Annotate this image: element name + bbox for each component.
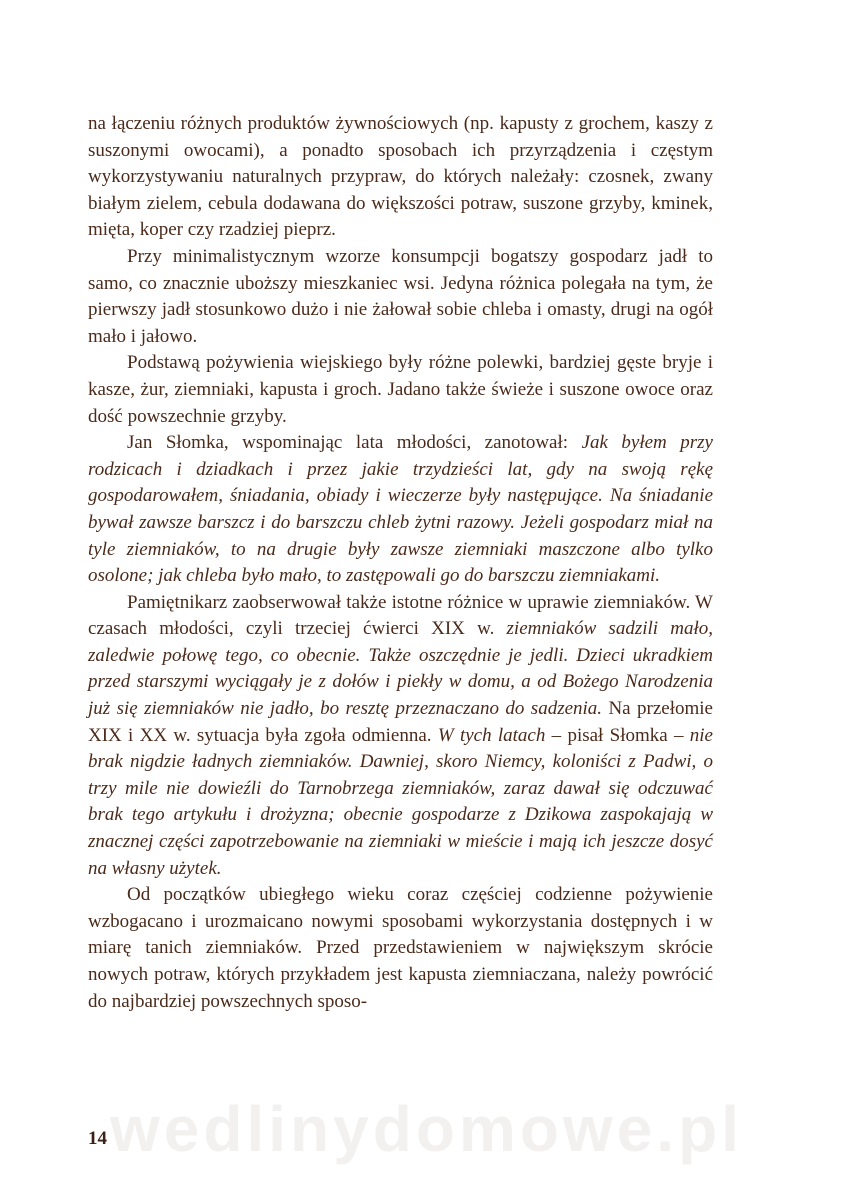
paragraph: [88, 111, 713, 244]
paragraph: [88, 882, 713, 1015]
text-segment: Pamiętnikarz zaobserwował także istotne różnice w uprawie ziemniaków. W czasach młodości, czyli trzeciej ćwierci XIX w.: [88, 591, 713, 640]
text-segment: Przy minimalistycznym wzorze konsumpcji bogatszy gospodarz jadł to samo, co znacznie uboższy mieszkaniec wsi. Jedyna różnica polegała na tym, że pierwszy jadł stosunkowo dużo i nie żałował sobie chleba i omasty, drugi na ogół mało i jałowo.: [88, 245, 713, 347]
quote-text: nie brak nigdzie ładnych ziemniaków. Dawniej, skoro Niemcy, koloniści z Padwi, o trzy mile nie dowieźli do Tarnobrzega ziemniaków, zaraz dawał się odczuwać brak tego artykułu i drożyzna; obecnie gospodarze z Dzikowa zaspokajają w znacznej części zapotrzebowanie na ziemniaki w mieście i mają ich jeszcze dosyć na własny użytek.: [88, 724, 713, 879]
text-segment: Jan Słomka, wspominając lata młodości, zanotował:: [127, 432, 582, 454]
watermark: wedlinydomowe.pl: [110, 1093, 743, 1165]
quote-text: W tych latach: [437, 724, 546, 746]
text-segment: Na przełomie XIX i XX w. sytuacja była zgoła odmienna.: [88, 698, 713, 746]
paragraph: [88, 430, 713, 590]
text-segment: Od początków ubiegłego wieku coraz częściej codzienne pożywienie wzbogacano i urozmaicano nowymi sposobami wykorzystania dostępnych i w miarę tanich ziemniaków. Przed przedstawieniem w największym skrócie nowych potraw, których przykładem jest kapusta ziemniaczana, należy powrócić do najbardziej powszechnych sposo-: [88, 884, 713, 1012]
paragraph: [88, 244, 713, 350]
quote-text: ziemniaków sadzili mało, zaledwie połowę tego, co obecnie. Także oszczędnie je jedli. Dzieci ukradkiem przed starszymi wyciągały je z dołów i piekły w domu, a od Bożego Narodzenia już się ziemniaków nie jadło, bo resztę przeznaczano do sadzenia.: [88, 618, 713, 720]
paragraph: [88, 590, 713, 883]
text-segment: na łączeniu różnych produktów żywnościowych (np. kapusty z grochem, kaszy z suszonymi owocami), a ponadto sposobach ich przyrządzenia i częstym wykorzystywaniu naturalnych przypraw, do których należały: czosnek, zwany białym zielem, cebula dodawana do większości potraw, suszone grzyby, kminek, mięta, koper czy rzadziej pieprz.: [88, 113, 713, 241]
page-number: 14: [88, 1128, 107, 1149]
text-segment: Podstawą pożywienia wiejskiego były różne polewki, bardziej gęste bryje i kasze, żur, ziemniaki, kapusta i groch. Jadano także świeże i suszone owoce oraz dość powszechnie grzyby.: [88, 352, 713, 427]
body-text: [88, 111, 713, 1015]
paragraph: [88, 350, 713, 430]
quote-text: Jak byłem przy rodzicach i dziadkach i przez jakie trzydzieści lat, gdy na swoją rękę gospodarowałem, śniadania, obiady i wieczerze były następujące. Na śniadanie bywał zawsze barszcz i do barszczu chleb żytni razowy. Jeżeli gospodarz miał na tyle ziemniaków, to na drugie były zawsze ziemniaki maszczone albo tylko osolone; jak chleba było mało, to zastępowali go do barszczu ziemniakami.: [88, 432, 713, 587]
text-segment: – pisał Słomka –: [545, 724, 690, 746]
